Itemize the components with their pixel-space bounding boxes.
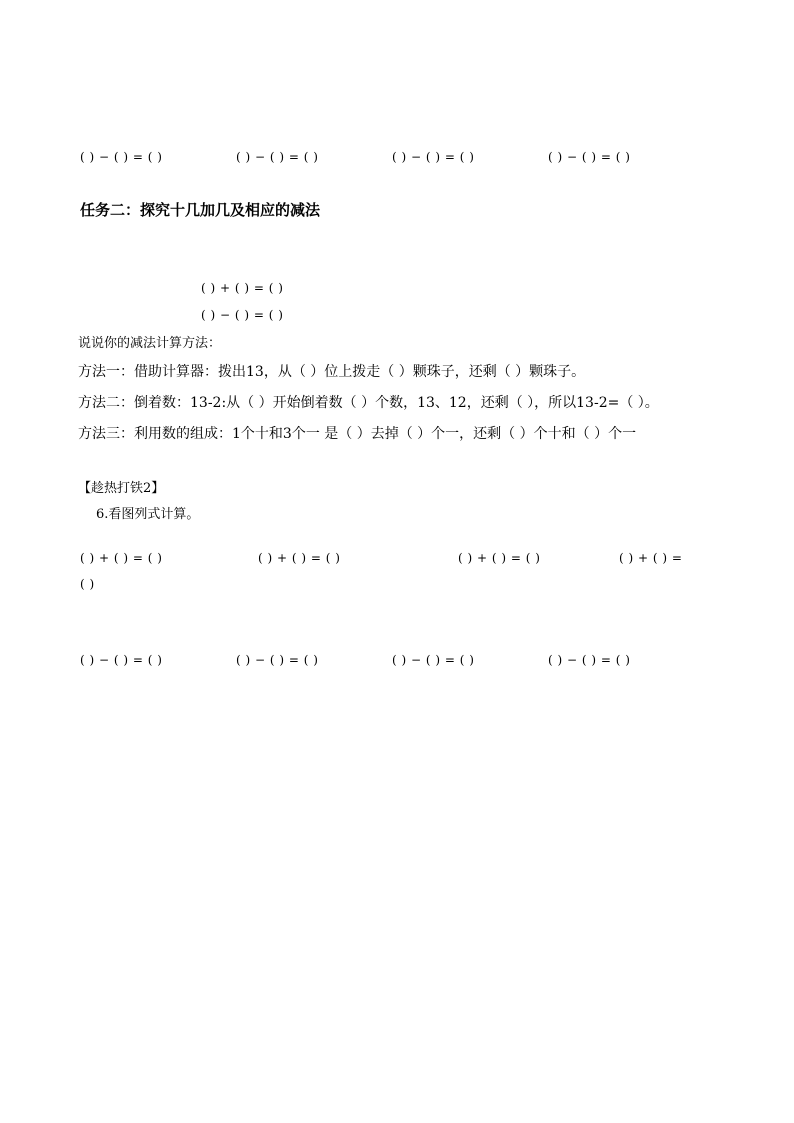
subtraction-blank-equation: ( ) − ( ) = ( ) xyxy=(201,308,284,322)
practice-instruction: 6.看图列式计算。 xyxy=(96,507,200,522)
method-one-text: 方法一：借助计算器：拨出13，从（ ）位上拨走（ ）颗珠子，还剩（ ）颗珠子。 xyxy=(78,364,586,380)
subtraction-blank-equation: ( ) − ( ) = ( ) xyxy=(548,653,631,667)
subtraction-blank-equation: ( ) − ( ) = ( ) xyxy=(80,653,163,667)
subtraction-blank-equation: ( ) − ( ) = ( ) xyxy=(392,150,475,164)
subtraction-blank-equation: ( ) − ( ) = ( ) xyxy=(548,150,631,164)
addition-blank-equation: ( ) + ( ) = ( ) xyxy=(458,551,541,565)
addition-blank-equation: ( ) + ( ) = ( ) xyxy=(258,551,341,565)
addition-blank-equation: ( ) + ( ) = ( ) xyxy=(201,281,284,295)
subtraction-blank-equation: ( ) − ( ) = ( ) xyxy=(236,653,319,667)
method-two-text: 方法二：倒着数：13-2:从（ ）开始倒着数（ ）个数，13、12，还剩（ ），所以13-2=（ ）。 xyxy=(78,395,659,411)
addition-wrap-answer: ( ) xyxy=(80,577,95,591)
method-three-text: 方法三：利用数的组成：1个十和3个一 是（ ）去掉（ ）个一，还剩（ ）个十和（ ）个一 xyxy=(78,426,637,442)
addition-blank-equation: ( ) + ( ) = xyxy=(619,551,683,565)
subtraction-blank-equation: ( ) − ( ) = ( ) xyxy=(80,150,163,164)
method-prompt: 说说你的减法计算方法： xyxy=(78,336,222,351)
addition-blank-equation: ( ) + ( ) = ( ) xyxy=(80,551,163,565)
subtraction-blank-equation: ( ) − ( ) = ( ) xyxy=(392,653,475,667)
subtraction-blank-equation: ( ) − ( ) = ( ) xyxy=(236,150,319,164)
task2-heading: 任务二：探究十几加几及相应的减法 xyxy=(80,201,321,219)
practice-title: 【趁热打铁2】 xyxy=(78,481,165,496)
